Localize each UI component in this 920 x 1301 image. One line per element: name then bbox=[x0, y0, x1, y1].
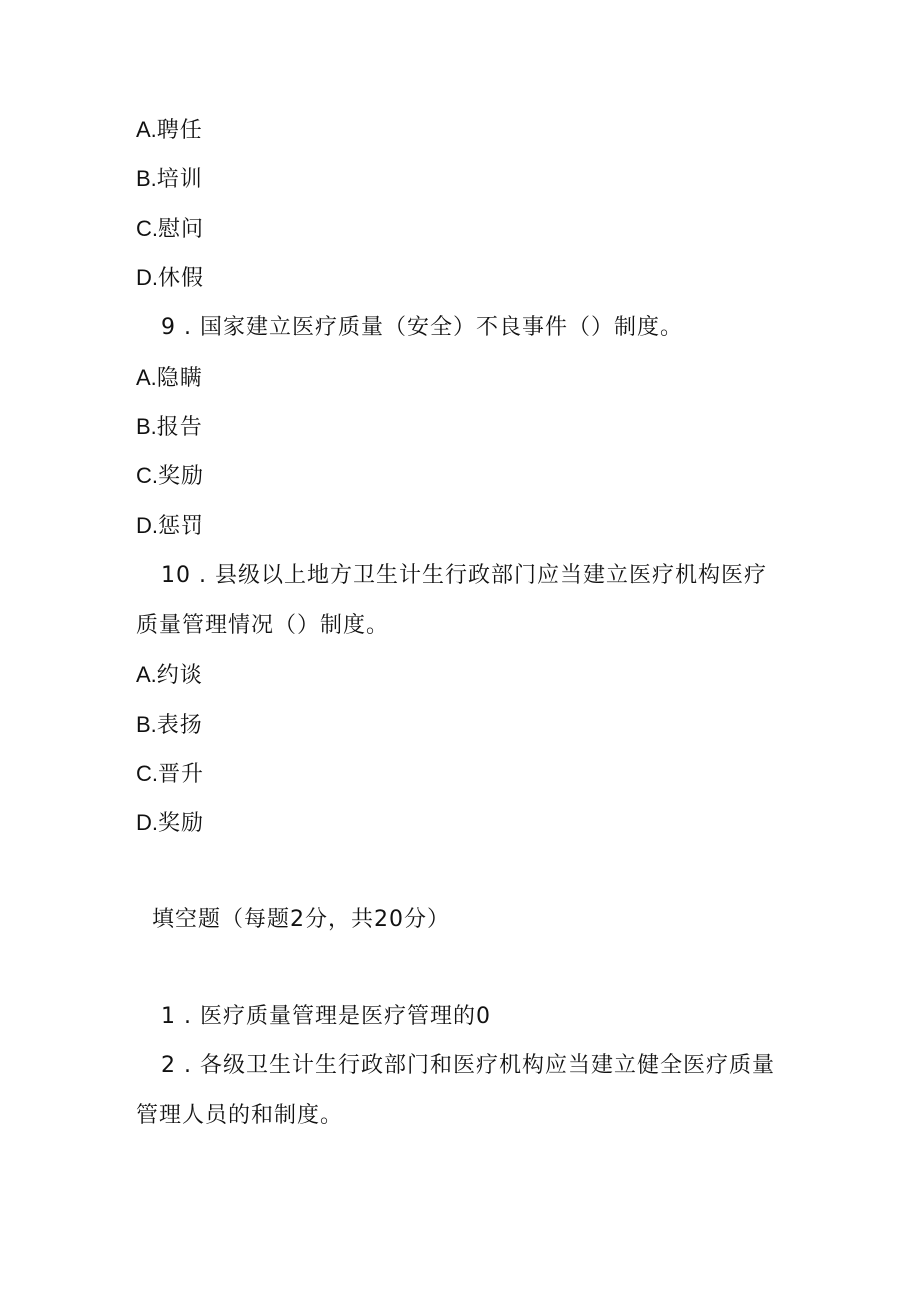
option-letter: D. bbox=[136, 810, 158, 835]
fill-q2-line1: 2 . 各级卫生计生行政部门和医疗机构应当建立健全医疗质量 bbox=[161, 1053, 775, 1078]
option-text: 报告 bbox=[156, 415, 203, 440]
q9-option-a bbox=[136, 365, 203, 392]
option-text: 隐瞒 bbox=[156, 366, 203, 391]
option-letter: B. bbox=[136, 414, 157, 439]
option-text: 惩罚 bbox=[158, 514, 205, 539]
option-text: 表扬 bbox=[156, 713, 203, 738]
option-letter: A. bbox=[136, 365, 157, 390]
option-letter: C. bbox=[136, 761, 158, 786]
option-text: 晋升 bbox=[158, 762, 205, 787]
q10-option-b bbox=[136, 712, 203, 739]
option-letter: D. bbox=[136, 513, 158, 538]
option-letter: C. bbox=[136, 463, 158, 488]
q10-option-d bbox=[136, 810, 204, 837]
option-text: 奖励 bbox=[158, 811, 205, 836]
q9-option-d bbox=[136, 513, 204, 540]
q9-option-c bbox=[136, 463, 204, 490]
q10-stem-line1: 10 . 县级以上地方卫生计生行政部门应当建立医疗机构医疗 bbox=[161, 563, 767, 588]
q10-option-a bbox=[136, 662, 203, 689]
option-letter: A. bbox=[136, 662, 157, 687]
q8-option-b bbox=[136, 166, 203, 193]
fill-q1: 1 . 医疗质量管理是医疗管理的0 bbox=[161, 1004, 491, 1029]
q9-option-b bbox=[136, 414, 203, 441]
option-text: 休假 bbox=[158, 266, 205, 291]
option-text: 慰问 bbox=[158, 217, 205, 242]
option-letter: B. bbox=[136, 712, 157, 737]
option-text: 奖励 bbox=[158, 464, 205, 489]
q9-stem: 9 . 国家建立医疗质量（安全）不良事件（）制度。 bbox=[161, 315, 683, 340]
q10-stem-line2: 质量管理情况（）制度。 bbox=[136, 613, 390, 638]
option-text: 约谈 bbox=[156, 663, 203, 688]
option-letter: C. bbox=[136, 216, 158, 241]
option-text: 聘任 bbox=[156, 118, 203, 143]
option-letter: D. bbox=[136, 265, 158, 290]
q8-option-d bbox=[136, 265, 204, 292]
fill-q2-line2: 管理人员的和制度。 bbox=[136, 1103, 344, 1128]
q10-option-c bbox=[136, 761, 204, 788]
option-text: 培训 bbox=[156, 167, 203, 192]
option-letter: B. bbox=[136, 166, 157, 191]
q8-option-c bbox=[136, 216, 204, 243]
section-heading: 填空题（每题2分，共20分） bbox=[152, 907, 450, 932]
option-letter: A. bbox=[136, 117, 157, 142]
q8-option-a bbox=[136, 117, 203, 144]
